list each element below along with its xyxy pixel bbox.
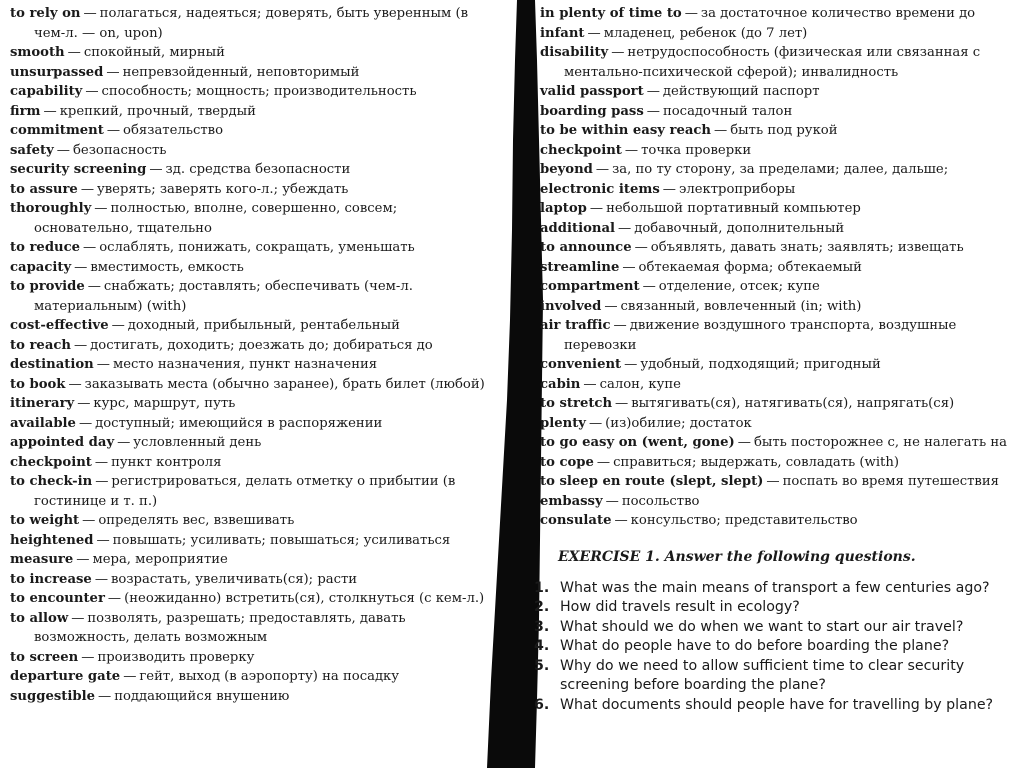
entry-term: available	[10, 415, 76, 431]
vocabulary-entry	[540, 141, 1021, 161]
vocabulary-entry	[10, 414, 490, 434]
vocabulary-entry	[540, 199, 1021, 219]
entry-definition: добавочный, дополнительный	[634, 220, 845, 236]
entry-dash: —	[98, 688, 112, 704]
entry-definition: нетрудоспособность (физическая или связанная с ментально-психической сферой); инвалидность	[564, 45, 981, 80]
entry-term: cost-effective	[10, 318, 109, 333]
entry-definition: определять вес, взвешивать	[98, 513, 295, 528]
entry-term: measure	[10, 552, 74, 567]
entry-term: to reach	[10, 337, 71, 353]
entry-definition: младенец, ребенок (до 7 лет)	[603, 25, 808, 41]
entry-term: cabin	[540, 376, 581, 392]
entry-term: capacity	[10, 259, 72, 275]
entry-definition: посадочный талон	[662, 103, 793, 119]
question-number: 5.	[534, 657, 550, 674]
entry-definition: вытягивать(ся), натягивать(ся), напрягать(ся)	[631, 396, 955, 411]
entry-definition: безопасность	[72, 142, 167, 158]
exercise-title: EXERCISE 1. Answer the following questions.	[558, 548, 916, 565]
entry-dash: —	[111, 318, 125, 333]
entry-definition: способность; мощность; производительность	[101, 84, 417, 99]
entry-definition: снабжать; доставлять; обеспечивать (чем-л. материальным) (with)	[34, 279, 413, 314]
entry-dash: —	[622, 259, 636, 275]
entry-dash: —	[94, 454, 109, 470]
entry-dash: —	[96, 357, 110, 372]
entry-dash: —	[684, 6, 698, 21]
entry-term: suggestible	[10, 688, 95, 704]
vocabulary-entry	[10, 336, 490, 356]
vocabulary-entry	[540, 492, 1021, 512]
entry-definition: спокойный, мирный	[83, 45, 225, 60]
entry-definition: возрастать, увеличивать(ся); расти	[111, 571, 358, 587]
entry-term: to sleep en route (slept, slept)	[540, 474, 764, 489]
vocabulary-entry	[10, 141, 490, 161]
entry-term: to screen	[10, 649, 79, 665]
vocabulary-entry	[10, 570, 490, 590]
entry-dash: —	[588, 415, 603, 431]
entry-definition: достигать, доходить; доезжать до; добираться до	[90, 337, 433, 353]
entry-dash: —	[67, 45, 81, 60]
vocabulary-entry	[10, 472, 490, 511]
vocabulary-entry	[540, 355, 1021, 375]
entry-dash: —	[106, 123, 121, 138]
entry-dash: —	[123, 669, 137, 684]
entry-definition: позволять, разрешать; предоставлять, давать возможность, делать возможным	[34, 610, 406, 645]
question-number: 4.	[534, 638, 550, 654]
entry-dash: —	[80, 181, 94, 197]
entry-dash: —	[613, 318, 627, 333]
entry-definition: небольшой портативный компьютер	[606, 201, 861, 216]
vocabulary-entry	[540, 316, 1021, 355]
vocabulary-entry	[10, 511, 490, 531]
entry-definition: доходный, прибыльный, рентабельный	[127, 318, 400, 333]
entry-dash: —	[614, 513, 628, 528]
entry-dash: —	[43, 103, 57, 119]
entry-term: to cope	[540, 454, 594, 470]
vocabulary-entry	[540, 375, 1021, 395]
entry-definition: объявлять, давать знать; заявлять; извещать	[650, 240, 964, 255]
entry-dash: —	[624, 357, 638, 372]
left-vocabulary-list	[0, 0, 500, 706]
entry-term: to reduce	[10, 240, 81, 255]
entry-term: boarding pass	[540, 103, 644, 119]
entry-definition: за достаточное количество времени до	[700, 6, 976, 21]
entry-term: to encounter	[10, 591, 105, 606]
vocabulary-entry	[10, 648, 490, 668]
vocabulary-entry	[540, 219, 1021, 239]
entry-dash: —	[634, 240, 648, 255]
vocabulary-entry	[540, 121, 1021, 141]
vocabulary-entry	[10, 258, 490, 278]
entry-term: checkpoint	[540, 142, 622, 158]
entry-dash: —	[87, 279, 101, 294]
vocabulary-entry	[10, 375, 490, 395]
vocabulary-entry	[540, 277, 1021, 297]
entry-term: firm	[10, 103, 41, 119]
entry-definition: обтекаемая форма; обтекаемый	[638, 259, 862, 275]
entry-definition: уверять; заверять кого-л.; убеждать	[97, 181, 349, 197]
entry-definition: поддающийся внушению	[114, 688, 290, 704]
entry-term: infant	[540, 25, 585, 41]
vocabulary-entry	[10, 687, 490, 707]
question-text: What do people have to do before boarding the plane?	[560, 638, 950, 654]
vocabulary-entry	[540, 297, 1021, 317]
question-item	[530, 618, 1021, 638]
entry-dash: —	[615, 396, 629, 411]
entry-term: destination	[10, 357, 94, 372]
entry-definition: повышать; усиливать; повышаться; усиливаться	[112, 532, 451, 548]
question-text: How did travels result in ecology?	[560, 599, 800, 615]
entry-dash: —	[595, 162, 610, 177]
entry-definition: удобный, подходящий; пригодный	[640, 357, 881, 372]
vocabulary-entry	[540, 82, 1021, 102]
entry-term: to check-in	[10, 474, 93, 489]
entry-term: to announce	[540, 240, 632, 255]
vocabulary-entry	[540, 43, 1021, 82]
entry-dash: —	[587, 25, 601, 41]
vocabulary-entry	[540, 433, 1021, 453]
entry-term: safety	[10, 142, 54, 158]
entry-dash: —	[596, 454, 611, 470]
entry-dash: —	[117, 435, 131, 450]
entry-definition: салон, купе	[599, 376, 681, 392]
entry-definition: вместимость, емкость	[90, 259, 244, 275]
entry-definition: доступный; имеющийся в распоряжении	[95, 415, 383, 431]
vocabulary-entry	[10, 550, 490, 570]
vocabulary-entry	[10, 453, 490, 473]
entry-term: to rely on	[10, 6, 81, 21]
vocabulary-entry	[540, 511, 1021, 531]
vocabulary-entry	[10, 4, 490, 43]
entry-definition: условленный день	[133, 435, 262, 450]
question-number: 3.	[534, 618, 550, 635]
entry-term: to stretch	[540, 396, 613, 411]
entry-definition: за, по ту сторону, за пределами; далее, дальше;	[612, 162, 949, 177]
entry-term: appointed day	[10, 435, 115, 450]
entry-definition: (неожиданно) встретить(ся), столкнуться (с кем-л.)	[124, 591, 485, 606]
entry-definition: зд. средства безопасности	[165, 162, 351, 177]
entry-term: to increase	[10, 571, 92, 587]
entry-definition: производить проверку	[97, 649, 255, 665]
entry-dash: —	[604, 298, 618, 314]
vocabulary-entry	[540, 24, 1021, 44]
entry-term: convenient	[540, 357, 622, 372]
entry-term: consulate	[540, 513, 612, 528]
entry-term: unsurpassed	[10, 64, 104, 80]
question-item	[530, 579, 1021, 599]
question-number: 6.	[534, 696, 550, 713]
vocabulary-entry	[10, 433, 490, 453]
entry-term: streamline	[540, 259, 620, 275]
entry-dash: —	[83, 240, 97, 255]
entry-dash: —	[81, 649, 95, 665]
vocabulary-entry	[10, 589, 490, 609]
entry-term: disability	[540, 45, 609, 60]
entry-dash: —	[94, 571, 108, 587]
vocabulary-entry	[10, 531, 490, 551]
vocabulary-entry	[540, 394, 1021, 414]
entry-dash: —	[611, 45, 625, 60]
entry-term: commitment	[10, 123, 104, 138]
entry-definition: консульство; представительство	[630, 513, 858, 528]
question-text: What should we do when we want to start our air travel?	[560, 618, 964, 635]
entry-dash: —	[107, 591, 122, 606]
question-text: What was the main means of transport a few centuries ago?	[560, 579, 990, 596]
vocabulary-entry	[10, 199, 490, 238]
vocabulary-entry	[10, 43, 490, 63]
right-page	[530, 0, 1021, 768]
entry-dash: —	[605, 493, 619, 509]
entry-term: valid passport	[540, 84, 644, 99]
vocabulary-entry	[10, 102, 490, 122]
entry-dash: —	[662, 181, 676, 197]
entry-dash: —	[589, 201, 604, 216]
entry-definition: движение воздушного транспорта, воздушные перевозки	[564, 318, 957, 353]
vocabulary-entry	[540, 102, 1021, 122]
entry-dash: —	[71, 610, 85, 626]
entry-definition: быть посторожнее с, не налегать на	[753, 435, 1007, 450]
entry-term: to weight	[10, 513, 80, 528]
entry-term: to allow	[10, 610, 69, 626]
entry-term: beyond	[540, 162, 593, 177]
vocabulary-entry	[10, 394, 490, 414]
entry-definition: полностью, вполне, совершенно, совсем; основательно, тщательно	[34, 201, 398, 236]
entry-term: smooth	[10, 45, 65, 60]
vocabulary-entry	[10, 277, 490, 316]
question-text: What documents should people have for travelling by plane?	[560, 696, 994, 713]
entry-term: to go easy on (went, gone)	[540, 435, 735, 450]
vocabulary-entry	[540, 258, 1021, 278]
vocabulary-entry	[10, 355, 490, 375]
right-vocabulary-list	[530, 0, 1021, 531]
entry-dash: —	[68, 376, 82, 392]
vocabulary-entry	[10, 63, 490, 83]
entry-definition: посольство	[621, 493, 700, 509]
entry-definition: регистрироваться, делать отметку о прибытии (в гостинице и т. п.)	[34, 474, 456, 509]
entry-dash: —	[96, 532, 110, 548]
entry-dash: —	[714, 123, 728, 138]
entry-definition: справиться; выдержать, совладать (with)	[613, 454, 899, 470]
entry-dash: —	[766, 474, 780, 489]
entry-dash: —	[82, 513, 96, 528]
entry-dash: —	[74, 259, 88, 275]
vocabulary-entry	[10, 238, 490, 258]
entry-definition: действующий паспорт	[662, 84, 820, 99]
question-item	[530, 598, 1021, 618]
question-item	[530, 696, 1021, 716]
entry-dash: —	[642, 279, 656, 294]
entry-definition: связанный, вовлеченный (in; with)	[620, 298, 862, 314]
entry-dash: —	[94, 201, 108, 216]
entry-term: to be within easy reach	[540, 123, 712, 138]
vocabulary-entry	[10, 121, 490, 141]
question-number: 1.	[534, 579, 550, 596]
vocabulary-entry	[10, 609, 490, 648]
entry-term: to provide	[10, 279, 85, 294]
entry-definition: отделение, отсек; купе	[658, 279, 820, 294]
entry-term: itinerary	[10, 396, 75, 411]
entry-term: security screening	[10, 162, 147, 177]
entry-term: embassy	[540, 493, 603, 509]
vocabulary-entry	[540, 472, 1021, 492]
entry-definition: (из)обилие; достаток	[605, 415, 752, 431]
entry-definition: поспать во время путешествия	[782, 474, 999, 489]
entry-definition: быть под рукой	[730, 123, 838, 138]
entry-term: checkpoint	[10, 454, 92, 470]
entry-definition: мера, мероприятие	[92, 552, 228, 567]
entry-definition: точка проверки	[641, 142, 752, 158]
entry-definition: электроприборы	[678, 181, 796, 197]
entry-term: air traffic	[540, 318, 611, 333]
entry-definition: гейт, выход (в аэропорту) на посадку	[139, 669, 400, 684]
question-number: 2.	[534, 599, 550, 615]
entry-term: capability	[10, 84, 83, 99]
entry-dash: —	[56, 142, 70, 158]
entry-term: involved	[540, 298, 602, 314]
entry-term: compartment	[540, 279, 640, 294]
entry-dash: —	[85, 84, 99, 99]
entry-dash: —	[646, 103, 660, 119]
vocabulary-entry	[540, 4, 1021, 24]
vocabulary-entry	[10, 82, 490, 102]
entry-dash: —	[95, 474, 109, 489]
entry-dash: —	[106, 64, 120, 80]
entry-definition: место назначения, пункт назначения	[112, 357, 378, 372]
vocabulary-entry	[540, 238, 1021, 258]
entry-definition: курс, маршрут, путь	[93, 396, 236, 411]
vocabulary-entry	[540, 414, 1021, 434]
entry-dash: —	[646, 84, 660, 99]
entry-definition: заказывать места (обычно заранее), брать билет (любой)	[84, 376, 485, 392]
entry-term: in plenty of time to	[540, 6, 682, 21]
entry-definition: полагаться, надеяться; доверять, быть уверенным (в чем-л. — on, upon)	[34, 6, 469, 41]
left-page	[0, 0, 500, 768]
vocabulary-entry	[540, 160, 1021, 180]
entry-term: to book	[10, 376, 66, 392]
entry-dash: —	[583, 376, 597, 392]
entry-definition: пункт контроля	[111, 454, 222, 470]
vocabulary-entry	[10, 160, 490, 180]
entry-dash: —	[73, 337, 88, 353]
entry-term: plenty	[540, 415, 586, 431]
entry-dash: —	[76, 552, 90, 567]
question-text: Why do we need to allow sufficient time to clear security screening before boarding the plane?	[560, 657, 965, 693]
entry-definition: непревзойденный, неповторимый	[122, 64, 360, 80]
entry-term: additional	[540, 220, 616, 236]
vocabulary-entry	[540, 453, 1021, 473]
entry-dash: —	[77, 396, 91, 411]
entry-term: thoroughly	[10, 201, 92, 216]
entry-term: departure gate	[10, 669, 121, 684]
vocabulary-entry	[10, 180, 490, 200]
entry-dash: —	[149, 162, 163, 177]
entry-dash: —	[624, 142, 639, 158]
entry-definition: крепкий, прочный, твердый	[59, 103, 256, 119]
entry-dash: —	[78, 415, 93, 431]
question-item	[530, 637, 1021, 657]
question-list	[530, 579, 1021, 716]
vocabulary-entry	[10, 316, 490, 336]
question-item	[530, 657, 1021, 696]
entry-definition: ослаблять, понижать, сокращать, уменьшать	[99, 240, 415, 255]
entry-term: heightened	[10, 532, 94, 548]
entry-definition: обязательство	[123, 123, 224, 138]
vocabulary-entry	[540, 180, 1021, 200]
entry-dash: —	[618, 220, 632, 236]
entry-term: to assure	[10, 181, 78, 197]
entry-dash: —	[83, 6, 97, 21]
entry-term: electronic items	[540, 181, 660, 197]
entry-dash: —	[737, 435, 751, 450]
entry-term: laptop	[540, 201, 587, 216]
vocabulary-entry	[10, 667, 490, 687]
